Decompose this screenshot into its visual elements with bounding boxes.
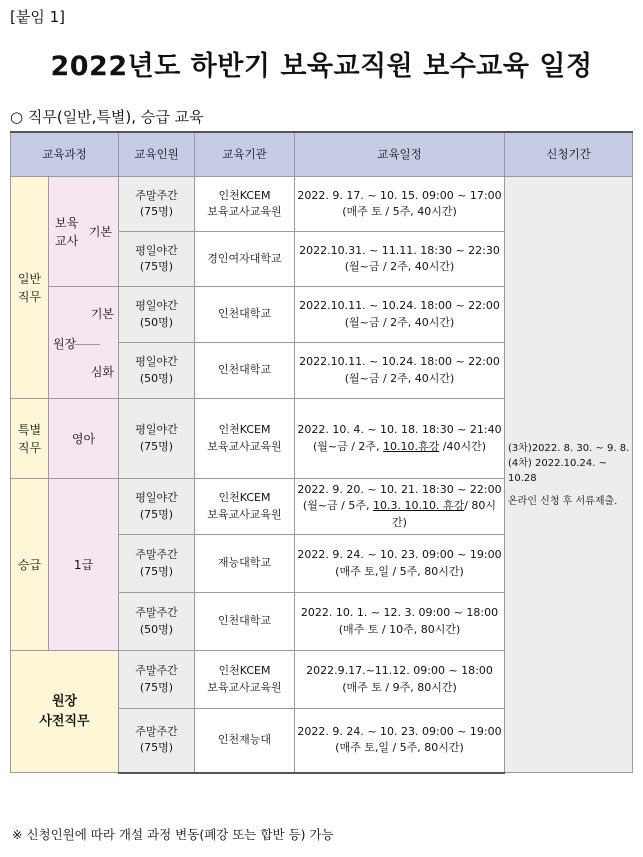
group-general: 일반 직무 [11,177,49,399]
group-teacher-label: 보육 교사 [55,215,79,248]
header-schedule: 교육일정 [295,132,505,177]
header-inwon: 교육인원 [119,132,195,177]
schedule-dates: 2022.10.11. ~ 10.24. 18:00 ~ 22:00 [299,355,500,368]
cell-agency: 재능대학교 [195,535,295,593]
schedule-detail-underlined: 10.3. 10.10. 휴강 [373,499,465,513]
schedule-dates: 2022.9.17.~11.12. 09:00 ~ 18:00 [306,664,493,677]
cell-schedule [295,651,505,709]
cell-inwon: 평일야간 (50명) [119,287,195,343]
attachment-tag: [붙임 1] [10,8,65,26]
group-director [49,287,119,399]
cell-agency: 인천KCEM 보육교사교육원 [195,177,295,232]
director-divider [75,344,100,345]
schedule-detail [297,498,502,531]
cell-agency: 인천재능대 [195,709,295,773]
cell-schedule [295,343,505,399]
header-course: 교육과정 [11,132,119,177]
schedule-detail-underlined: 10.10.휴강 [383,439,440,453]
cell-inwon: 평일야간 (75명) [119,232,195,287]
group-teacher-basic: 기본 [88,224,112,239]
header-apply: 신청기간 [505,132,633,177]
schedule-dates: 2022.10.31. ~ 11.11. 18:30 ~ 22:30 [299,243,500,257]
schedule-detail: (월~금 / 2주, 40시간) [344,371,455,385]
schedule-detail: (매주 토,일 / 5주, 80시간) [335,564,464,578]
group-pre-director: 원장 사전직무 [11,651,119,773]
footnote: ※ 신청인원에 따라 개설 과정 변동(폐강 또는 합반 등) 가능 [12,827,334,842]
schedule-dates: 2022. 10. 4. ~ 10. 18. 18:30 ~ 21:40 [297,423,502,436]
cell-agency: 인천KCEM 보육교사교육원 [195,479,295,535]
cell-inwon: 평일야간 (75명) [119,399,195,479]
apply-line-2: (4차) 2022.10.24. ~ 10.28 [508,457,607,484]
schedule-detail: (월~금 / 2주, 40시간) [344,260,455,273]
group-infant: 영아 [49,399,119,479]
schedule-detail [297,439,502,456]
schedule-dates: 2022. 9. 24. ~ 10. 23. 09:00 ~ 19:00 [297,548,502,561]
cell-schedule [295,535,505,593]
cell-agency: 인천KCEM 보육교사교육원 [195,651,295,709]
header-agency: 교육기관 [195,132,295,177]
cell-schedule [295,177,505,232]
apply-line-1: (3차)2022. 8. 30. ~ 9. 8. [508,442,630,454]
cell-schedule [295,232,505,287]
apply-line-3: 온라인 신청 후 서류제출. [508,495,618,507]
section-heading: ○ 직무(일반,특별), 승급 교육 [10,108,204,126]
schedule-detail: (매주 토 / 9주, 80시간) [342,680,457,694]
cell-schedule [295,593,505,651]
cell-inwon: 주말주간 (50명) [119,593,195,651]
cell-inwon: 평일야간 (50명) [119,343,195,399]
schedule-detail-b: /40시간) [439,439,487,453]
schedule-dates: 2022. 10. 1. ~ 12. 3. 09:00 ~ 18:00 [300,606,499,619]
schedule-detail: (매주 토,일 / 5주, 80시간) [335,741,464,755]
schedule-detail-a: (월~금 / 5주, [302,499,373,513]
schedule-detail-b: / 80시간) [392,499,497,529]
schedule-detail: (매주 토 / 5주, 40시간) [342,205,457,218]
cell-schedule [295,479,505,535]
schedule-dates: 2022. 9. 17. ~ 10. 15. 09:00 ~ 17:00 [297,188,502,202]
cell-schedule [295,287,505,343]
group-director-label: 원장 [53,337,77,351]
schedule-detail: (매주 토 / 10주, 80시간) [338,622,461,636]
group-promotion: 승급 [11,479,49,651]
cell-agency: 인천대학교 [195,343,295,399]
group-grade1: 1급 [49,479,119,651]
group-director-basic: 기본 [90,307,114,321]
page-title: 2022년도 하반기 보육교직원 보수교육 일정 [50,51,593,82]
cell-agency: 인천대학교 [195,287,295,343]
cell-schedule [295,709,505,773]
cell-apply-period [505,177,633,773]
cell-agency: 경인여자대학교 [195,232,295,287]
schedule-dates: 2022. 9. 20. ~ 10. 21. 18:30 ~ 22:00 [297,482,502,496]
group-special: 특별 직무 [11,399,49,479]
schedule-detail-a: (월~금 / 2주, [312,439,384,453]
group-teacher [49,177,119,287]
cell-schedule [295,399,505,479]
table-row [11,177,633,232]
cell-inwon: 평일야간 (75명) [119,479,195,535]
group-director-advanced: 심화 [90,365,114,379]
cell-inwon: 주말주간 (75명) [119,535,195,593]
cell-inwon: 주말주간 (75명) [119,651,195,709]
schedule-detail: (월~금 / 2주, 40시간) [344,315,455,329]
cell-inwon: 주말주간 (75명) [119,709,195,773]
schedule-dates: 2022.10.11. ~ 10.24. 18:00 ~ 22:00 [299,299,500,312]
cell-inwon: 주말주간 (75명) [119,177,195,232]
cell-agency: 인천KCEM 보육교사교육원 [195,399,295,479]
schedule-table [10,131,633,774]
cell-agency: 인천대학교 [195,593,295,651]
table-header-row [11,132,633,177]
schedule-dates: 2022. 9. 24. ~ 10. 23. 09:00 ~ 19:00 [297,724,502,738]
